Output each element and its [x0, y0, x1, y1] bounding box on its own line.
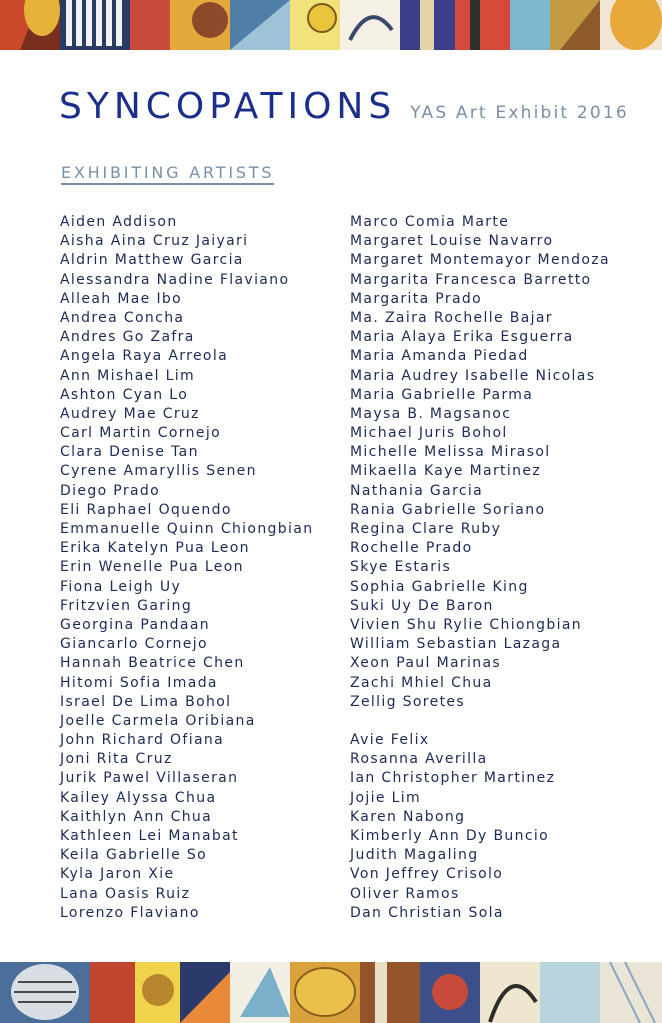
- artist-name: Maria Audrey Isabelle Nicolas: [350, 367, 596, 384]
- mentor-name: Ian Christopher Martinez: [350, 770, 556, 787]
- mentor-name: Karen Nabong: [350, 808, 466, 825]
- artist-name: Rochelle Prado: [350, 540, 473, 557]
- artist-name: Kathleen Lei Manabat: [60, 828, 239, 844]
- artist-name: Margarita Francesca Barretto: [350, 271, 592, 288]
- mentor-name: Dan Christian Sola: [350, 904, 504, 921]
- artist-name: Maria Alaya Erika Esguerra: [350, 329, 574, 346]
- list-spacer: [350, 712, 650, 731]
- top-banner-artwork: [0, 0, 662, 50]
- artist-name: Sophia Gabrielle King: [350, 578, 529, 595]
- artist-name: Hitomi Sofia Imada: [60, 674, 218, 691]
- instrument-painting-image-bottom: [0, 962, 662, 1023]
- page-title: SYNCOPATIONS: [59, 86, 397, 127]
- artist-name: Fritzvien Garing: [60, 597, 193, 614]
- artist-name: Aisha Aina Cruz Jaiyari: [60, 233, 249, 250]
- artist-name: Keila Gabrielle So: [60, 847, 208, 864]
- artist-name: Maysa B. Magsanoc: [350, 405, 512, 422]
- artist-name: Nathania Garcia: [350, 482, 484, 499]
- artist-name: Regina Clare Ruby: [350, 521, 502, 537]
- artist-name: Ma. Zaira Rochelle Bajar: [350, 309, 553, 326]
- artist-name: Fiona Leigh Uy: [60, 578, 182, 595]
- artist-name: Michael Juris Bohol: [350, 425, 508, 442]
- page-subtitle: YAS Art Exhibit 2016: [410, 103, 629, 123]
- artist-list-left: [60, 213, 335, 923]
- artist-name: Margaret Louise Navarro: [350, 233, 554, 250]
- artist-name: Aiden Addison: [60, 214, 178, 230]
- artist-name: Israel De Lima Bohol: [60, 693, 232, 710]
- artist-name: Xeon Paul Marinas: [350, 655, 502, 672]
- artist-name: Lana Oasis Ruiz: [60, 885, 191, 902]
- artist-name: Lorenzo Flaviano: [60, 904, 200, 921]
- artist-name: Mikaella Kaye Martinez: [350, 463, 542, 480]
- artist-list-right: [350, 213, 650, 923]
- artist-name: Alleah Mae Ibo: [60, 290, 183, 307]
- artist-name: Suki Uy De Baron: [350, 597, 494, 614]
- artist-name: Andrea Concha: [60, 309, 185, 326]
- artist-name: Cyrene Amaryllis Senen: [60, 463, 257, 480]
- artist-name: William Sebastian Lazaga: [350, 636, 562, 653]
- artist-name: Margaret Montemayor Mendoza: [350, 252, 610, 269]
- artist-name: Vivien Shu Rylie Chiongbian: [350, 616, 582, 633]
- artist-name: Hannah Beatrice Chen: [60, 655, 245, 672]
- artist-name: Maria Amanda Piedad: [350, 348, 529, 365]
- mentor-name: Rosanna Averilla: [350, 751, 488, 768]
- mentor-name: Oliver Ramos: [350, 885, 460, 902]
- artist-name: Michelle Melissa Mirasol: [350, 444, 551, 461]
- artist-name: Angela Raya Arreola: [60, 348, 229, 365]
- artist-name: Ann Mishael Lim: [60, 367, 196, 384]
- artist-name: Zellig Soretes: [350, 693, 466, 710]
- artist-name: Erika Katelyn Pua Leon: [60, 540, 250, 557]
- artist-name: Erin Wenelle Pua Leon: [60, 559, 244, 576]
- artist-name: Marco Comia Marte: [350, 214, 510, 230]
- mentor-name: Kimberly Ann Dy Buncio: [350, 828, 550, 844]
- artist-name: Kaithlyn Ann Chua: [60, 808, 213, 825]
- artist-name: Kyla Jaron Xie: [60, 866, 175, 883]
- artist-name: Giancarlo Cornejo: [60, 636, 208, 653]
- artist-name: Eli Raphael Oquendo: [60, 501, 232, 518]
- instrument-painting-image: [0, 0, 662, 50]
- artist-name: Alessandra Nadine Flaviano: [60, 271, 290, 288]
- mentor-name: Jojie Lim: [350, 789, 422, 806]
- mentor-name: Avie Felix: [350, 732, 430, 749]
- artist-name: Andres Go Zafra: [60, 329, 195, 346]
- artist-name: John Richard Ofiana: [60, 732, 225, 749]
- artist-name: Aldrin Matthew Garcia: [60, 252, 244, 269]
- artist-name: Clara Denise Tan: [60, 444, 199, 461]
- artist-name: Jurik Pawel Villaseran: [60, 770, 239, 787]
- artist-name: Zachi Mhiel Chua: [350, 674, 493, 691]
- bottom-banner-artwork: [0, 962, 662, 1023]
- artist-name: Joni Rita Cruz: [60, 751, 173, 768]
- mentor-name: Judith Magaling: [350, 847, 479, 864]
- mentor-name: Von Jeffrey Crisolo: [350, 866, 504, 883]
- artist-name: Diego Prado: [60, 482, 161, 499]
- artist-name: Rania Gabrielle Soriano: [350, 501, 546, 518]
- artist-name: Carl Martin Cornejo: [60, 425, 222, 442]
- artist-name: Margarita Prado: [350, 290, 483, 307]
- artist-name: Ashton Cyan Lo: [60, 386, 189, 403]
- artist-name: Skye Estaris: [350, 559, 452, 576]
- artist-name: Georgina Pandaan: [60, 616, 210, 633]
- artist-name: Kailey Alyssa Chua: [60, 789, 217, 806]
- artist-name: Joelle Carmela Oribiana: [60, 712, 256, 729]
- artist-name: Maria Gabrielle Parma: [350, 386, 534, 403]
- section-heading: EXHIBITING ARTISTS: [61, 163, 274, 185]
- artist-name: Emmanuelle Quinn Chiongbian: [60, 521, 314, 537]
- artist-name: Audrey Mae Cruz: [60, 405, 200, 422]
- header: [59, 86, 639, 130]
